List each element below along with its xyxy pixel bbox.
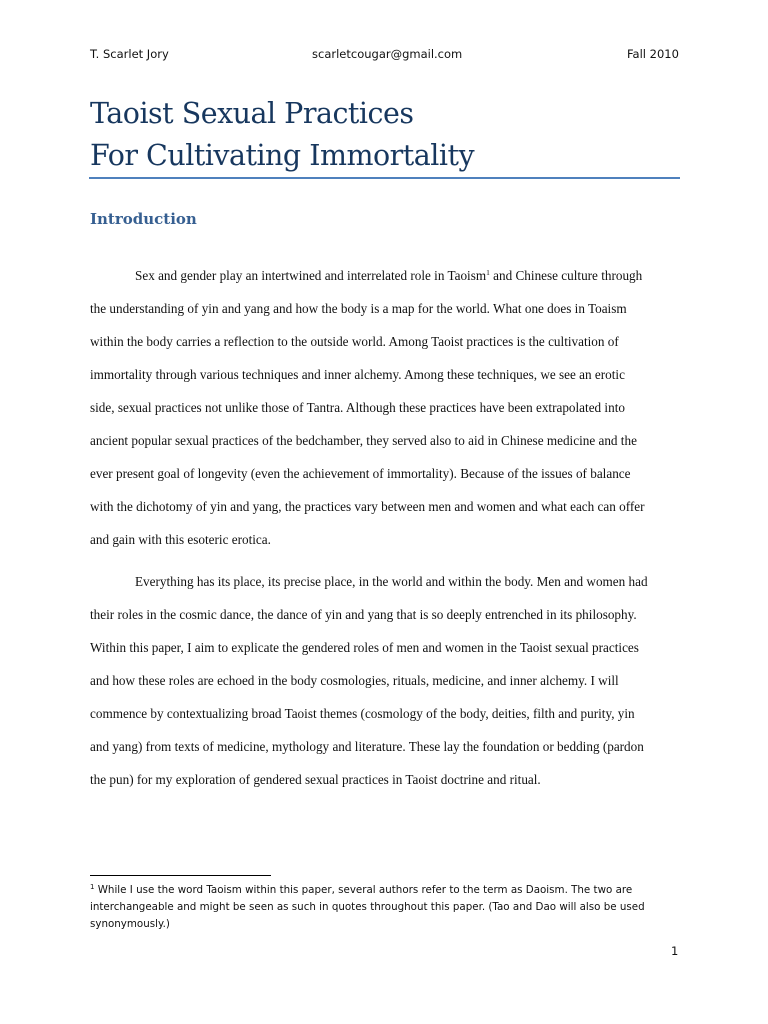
paragraph-line: the pun) for my exploration of gendered sexual practices in Taoist doctrine and ritual. <box>90 772 541 787</box>
header-email: scarletcougar@gmail.com <box>312 47 463 61</box>
paragraph-line: commence by contextualizing broad Taoist themes (cosmology of the body, deities, filth and purity, yin <box>90 706 635 721</box>
paragraph-line: the understanding of yin and yang and how the body is a map for the world. What one does in Toaism <box>90 301 627 316</box>
paragraph-line: their roles in the cosmic dance, the dance of yin and yang that is so deeply entrenched in its philosophy. <box>90 607 637 622</box>
paragraph-line: ancient popular sexual practices of the bedchamber, they served also to aid in Chinese medicine and the <box>90 433 637 448</box>
header-author: T. Scarlet Jory <box>90 47 169 61</box>
footnote-separator <box>90 875 271 876</box>
paragraph-line-text: Sex and gender play an intertwined and interrelated role in Taoism <box>135 268 487 283</box>
footnote-line: synonymously.) <box>90 918 170 930</box>
footnote-reference: 1 <box>486 268 490 277</box>
paragraph-line: and yang) from texts of medicine, mythology and literature. These lay the foundation or bedding (pardon <box>90 739 644 754</box>
footnote <box>90 882 682 933</box>
paragraph-line: and gain with this esoteric erotica. <box>90 532 271 547</box>
paragraph-line: Everything has its place, its precise place, in the world and within the body. Men and women had <box>135 574 648 589</box>
paragraph-line: and how these roles are echoed in the body cosmologies, rituals, medicine, and inner alchemy. I will <box>90 673 619 688</box>
footnote-line-text: While I use the word Taoism within this paper, several authors refer to the term as Daoism. The two are <box>94 884 633 896</box>
title-underline <box>89 177 680 179</box>
page-number: 1 <box>671 944 679 958</box>
section-heading-introduction: Introduction <box>90 210 197 228</box>
footnote-line: interchangeable and might be seen as such in quotes throughout this paper. (Tao and Dao will also be used <box>90 901 645 913</box>
footnote-marker: 1 <box>90 883 95 891</box>
document-title <box>90 93 680 177</box>
paragraph-2 <box>90 565 680 796</box>
paragraph-line: ever present goal of longevity (even the achievement of immortality). Because of the issues of balance <box>90 466 631 481</box>
title-line-1: Taoist Sexual Practices <box>90 97 414 130</box>
paragraph-line: within the body carries a reflection to the outside world. Among Taoist practices is the cultivation of <box>90 334 619 349</box>
paragraph-line-text: and Chinese culture through <box>489 268 643 283</box>
header-term: Fall 2010 <box>627 47 679 61</box>
paragraph-line: side, sexual practices not unlike those of Tantra. Although these practices have been extrapolated into <box>90 400 625 415</box>
paragraph-line: with the dichotomy of yin and yang, the practices vary between men and women and what each can offer <box>90 499 645 514</box>
paragraph-line <box>90 259 680 292</box>
paragraph-line: immortality through various techniques and inner alchemy. Among these techniques, we see an erotic <box>90 367 625 382</box>
footnote-line <box>90 882 682 899</box>
body-text <box>90 259 680 796</box>
title-line-2: For Cultivating Immortality <box>90 139 475 172</box>
paragraph-line: Within this paper, I aim to explicate the gendered roles of men and women in the Taoist sexual practices <box>90 640 639 655</box>
paragraph-1 <box>90 259 680 556</box>
